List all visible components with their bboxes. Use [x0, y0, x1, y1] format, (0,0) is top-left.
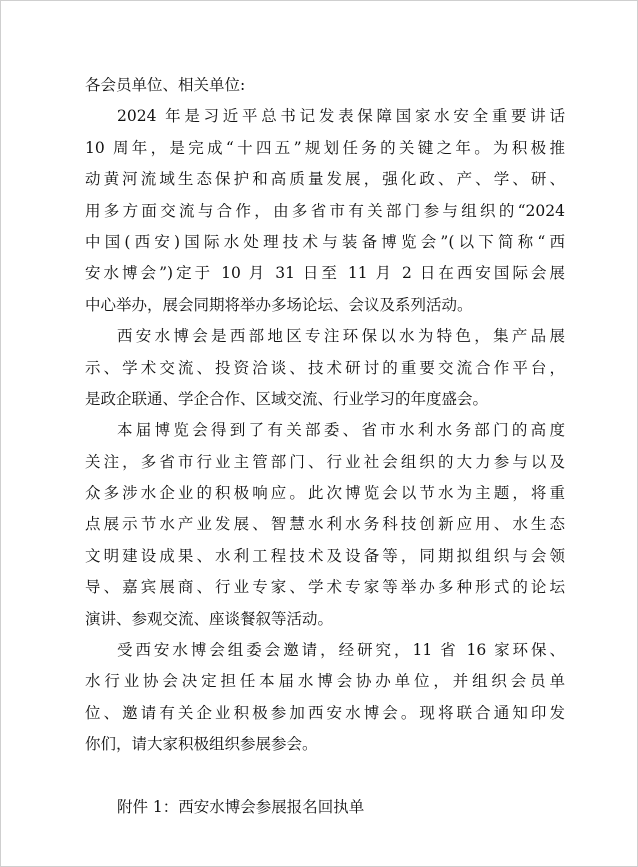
- paragraph-line: 示、学术交流、投资洽谈、技术研讨的重要交流合作平台，: [85, 358, 565, 377]
- paragraph-3: [85, 415, 565, 635]
- paragraph-line: 中国(西安)国际水处理技术与装备博览会”(以下简称“西: [85, 232, 565, 251]
- paragraph-line: 众多涉水企业的积极响应。此次博览会以节水为主题，将重: [85, 484, 565, 503]
- paragraph-2: [85, 321, 565, 415]
- paragraph-line: 你们，请大家积极组织参展参会。: [85, 735, 318, 754]
- paragraph-1: [85, 101, 565, 321]
- paragraph-line: 点展示节水产业发展、智慧水利水务科技创新应用、水生态: [85, 515, 565, 534]
- paragraph-line: 安水博会”)定于 10 月 31 日至 11 月 2 日在西安国际会展: [85, 264, 565, 283]
- paragraph-line: 2024 年是习近平总书记发表保障国家水安全重要讲话: [117, 107, 565, 126]
- attachment-line: 附件 1：西安水博会参展报名回执单: [117, 797, 365, 816]
- blank-line: [85, 761, 565, 792]
- paragraph-line: 位、邀请有关企业积极参加西安水博会。现将联合通知印发: [85, 703, 565, 722]
- paragraph-line: 文明建设成果、水利工程技术及设备等，同期拟组织与会领: [85, 546, 565, 565]
- paragraph-line: 受西安水博会组委会邀请，经研究，11 省 16 家环保、: [117, 641, 565, 660]
- paragraph-line: 西安水博会是西部地区专注环保以水为特色，集产品展: [117, 327, 565, 346]
- paragraph-line: 用多方面交流与合作，由多省市有关部门参与组织的“2024: [85, 201, 565, 220]
- paragraph-4: [85, 635, 565, 761]
- paragraph-line: 本届博览会得到了有关部委、省市水利水务部门的高度: [117, 421, 565, 440]
- paragraph-line: 10 周年，是完成“十四五”规划任务的关键之年。为积极推: [85, 138, 565, 157]
- paragraph-line: 导、嘉宾展商、行业专家、学术专家等举办多种形式的论坛: [85, 578, 565, 597]
- paragraph-line: 中心举办，展会同期将举办多场论坛、会议及系列活动。: [85, 295, 473, 314]
- paragraph-line: 演讲、参观交流、座谈餐叙等活动。: [85, 609, 334, 628]
- notice-body: [85, 70, 565, 823]
- paragraph-line: 是政企联通、学企合作、区域交流、行业学习的年度盛会。: [85, 389, 489, 408]
- salutation: 各会员单位、相关单位:: [85, 76, 246, 94]
- paragraph-line: 关注，多省市行业主管部门、行业社会组织的大力参与以及: [85, 452, 565, 471]
- paragraph-line: 动黄河流域生态保护和高质量发展，强化政、产、学、研、: [85, 170, 565, 189]
- paragraph-line: 水行业协会决定担任本届水博会协办单位，并组织会员单: [85, 672, 565, 691]
